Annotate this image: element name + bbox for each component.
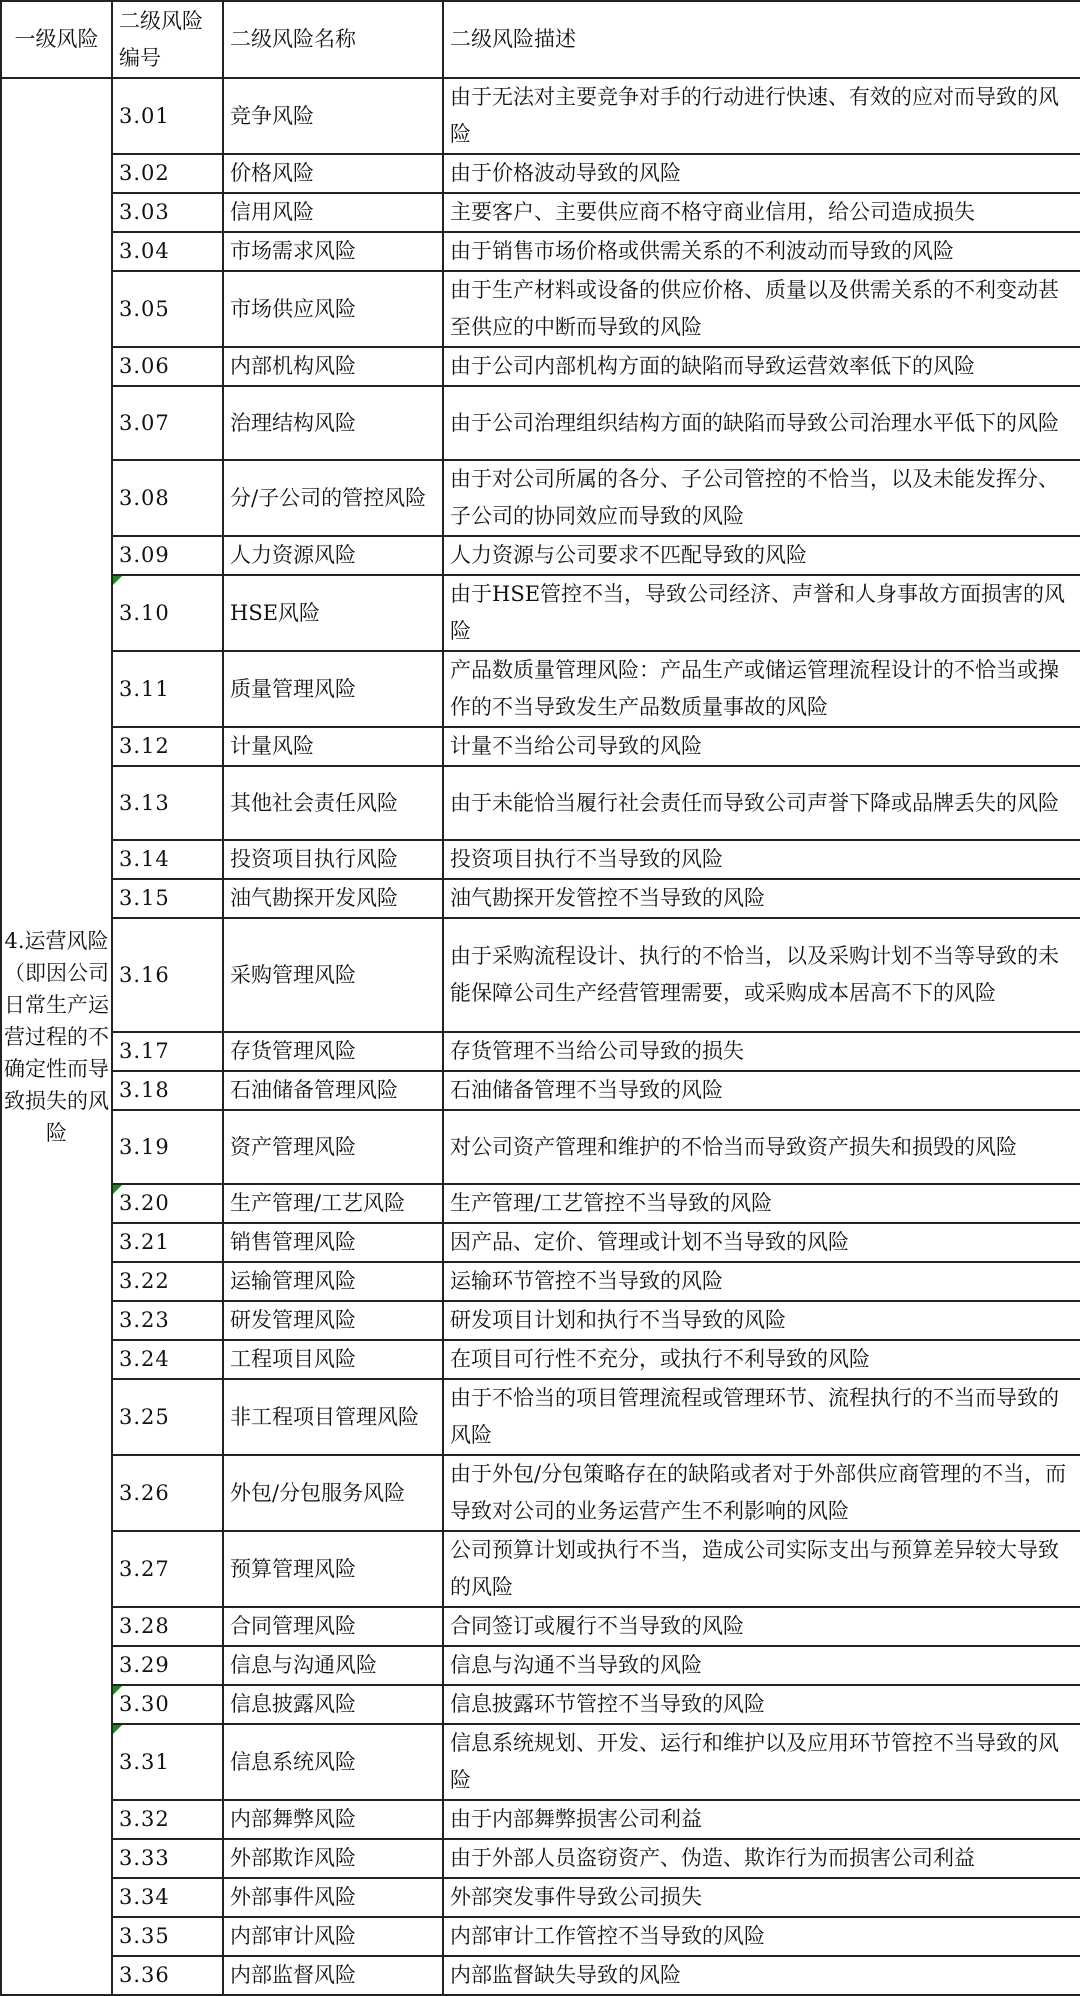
risk-desc-cell: 由于外包/分包策略存在的缺陷或者对于外部供应商管理的不当，而导致对公司的业务运营产生不利影响的风险	[443, 1455, 1080, 1531]
risk-name-cell: 治理结构风险	[223, 386, 443, 460]
risk-code: 3.30	[119, 1692, 170, 1716]
risk-code-cell	[112, 1685, 223, 1724]
risk-code: 3.33	[119, 1846, 170, 1870]
risk-code-cell	[112, 1839, 223, 1878]
risk-desc-cell: 外部突发事件导致公司损失	[443, 1878, 1080, 1917]
table-row	[1, 1262, 1080, 1301]
risk-code-cell	[112, 575, 223, 651]
risk-code-cell	[112, 1800, 223, 1839]
risk-code: 3.13	[119, 790, 170, 815]
table-row	[1, 1531, 1080, 1607]
table-row	[1, 347, 1080, 386]
risk-name-cell: 信用风险	[223, 193, 443, 232]
risk-code-cell	[112, 918, 223, 1032]
table-row	[1, 1184, 1080, 1223]
risk-desc-cell: 石油储备管理不当导致的风险	[443, 1071, 1080, 1110]
risk-desc-cell: 人力资源与公司要求不匹配导致的风险	[443, 536, 1080, 575]
risk-name-cell: 人力资源风险	[223, 536, 443, 575]
risk-code-cell	[112, 727, 223, 766]
risk-code-cell	[112, 154, 223, 193]
table-row	[1, 1839, 1080, 1878]
risk-desc-cell: 由于生产材料或设备的供应价格、质量以及供需关系的不利变动甚至供应的中断而导致的风险	[443, 271, 1080, 347]
risk-name-cell: 信息与沟通风险	[223, 1646, 443, 1685]
risk-code: 3.05	[119, 296, 170, 321]
risk-code: 3.24	[119, 1347, 170, 1371]
risk-name-cell: 研发管理风险	[223, 1301, 443, 1340]
table-row	[1, 727, 1080, 766]
risk-code: 3.07	[119, 410, 170, 435]
risk-code-cell	[112, 386, 223, 460]
risk-desc-cell: 由于公司治理组织结构方面的缺陷而导致公司治理水平低下的风险	[443, 386, 1080, 460]
table-row	[1, 1223, 1080, 1262]
risk-code: 3.35	[119, 1924, 170, 1948]
risk-code: 3.11	[119, 676, 170, 701]
risk-code-cell	[112, 1607, 223, 1646]
risk-code-cell	[112, 1301, 223, 1340]
risk-code: 3.17	[119, 1039, 170, 1063]
risk-desc-cell: 计量不当给公司导致的风险	[443, 727, 1080, 766]
risk-code: 3.22	[119, 1269, 170, 1293]
risk-name-cell: 投资项目执行风险	[223, 840, 443, 879]
table-row	[1, 918, 1080, 1032]
risk-code-cell	[112, 1032, 223, 1071]
risk-desc-cell: 由于无法对主要竞争对手的行动进行快速、有效的应对而导致的风险	[443, 78, 1080, 154]
risk-code: 3.29	[119, 1653, 170, 1677]
risk-desc-cell: 由于销售市场价格或供需关系的不利波动而导致的风险	[443, 232, 1080, 271]
table-row	[1, 1340, 1080, 1379]
table-row	[1, 1607, 1080, 1646]
table-row	[1, 1724, 1080, 1800]
risk-name-cell: 质量管理风险	[223, 651, 443, 727]
risk-desc-cell: 由于公司内部机构方面的缺陷而导致运营效率低下的风险	[443, 347, 1080, 386]
header-code: 二级风险编号	[112, 1, 223, 78]
risk-name-cell: 工程项目风险	[223, 1340, 443, 1379]
risk-name-cell: 生产管理/工艺风险	[223, 1184, 443, 1223]
risk-desc-cell: 由于对公司所属的各分、子公司管控的不恰当，以及未能发挥分、子公司的协同效应而导致的风险	[443, 460, 1080, 536]
risk-name-cell: 外部事件风险	[223, 1878, 443, 1917]
table-row	[1, 1032, 1080, 1071]
risk-desc-cell: 运输环节管控不当导致的风险	[443, 1262, 1080, 1301]
risk-code-cell	[112, 78, 223, 154]
table-row	[1, 1878, 1080, 1917]
table-row	[1, 575, 1080, 651]
risk-code: 3.36	[119, 1963, 170, 1987]
risk-code: 3.21	[119, 1230, 170, 1254]
risk-code: 3.10	[119, 600, 170, 625]
risk-code-cell	[112, 1262, 223, 1301]
risk-code: 3.06	[119, 354, 170, 378]
table-row	[1, 651, 1080, 727]
risk-desc-cell: 信息与沟通不当导致的风险	[443, 1646, 1080, 1685]
header-row	[1, 1, 1080, 78]
risk-desc-cell: 信息系统规划、开发、运行和维护以及应用环节管控不当导致的风险	[443, 1724, 1080, 1800]
table-row	[1, 1071, 1080, 1110]
risk-name-cell: 其他社会责任风险	[223, 766, 443, 840]
risk-code: 3.18	[119, 1078, 170, 1102]
risk-name-cell: 非工程项目管理风险	[223, 1379, 443, 1455]
risk-code-cell	[112, 1110, 223, 1184]
risk-code: 3.03	[119, 200, 170, 224]
risk-desc-cell: 生产管理/工艺管控不当导致的风险	[443, 1184, 1080, 1223]
risk-table-body	[1, 78, 1080, 1995]
risk-code: 3.08	[119, 485, 170, 510]
risk-desc-cell: 由于采购流程设计、执行的不恰当，以及采购计划不当等导致的未能保障公司生产经营管理需要，或采购成本居高不下的风险	[443, 918, 1080, 1032]
risk-code-cell	[112, 536, 223, 575]
risk-code: 3.34	[119, 1885, 170, 1909]
risk-code-cell	[112, 651, 223, 727]
risk-name-cell: 存货管理风险	[223, 1032, 443, 1071]
risk-name-cell: 资产管理风险	[223, 1110, 443, 1184]
risk-desc-cell: 研发项目计划和执行不当导致的风险	[443, 1301, 1080, 1340]
risk-code-cell	[112, 193, 223, 232]
risk-code-cell	[112, 1071, 223, 1110]
risk-desc-cell: 内部监督缺失导致的风险	[443, 1956, 1080, 1995]
header-level1: 一级风险	[1, 1, 112, 78]
risk-desc-cell: 因产品、定价、管理或计划不当导致的风险	[443, 1223, 1080, 1262]
risk-code: 3.12	[119, 734, 170, 758]
risk-desc-cell: 由于内部舞弊损害公司利益	[443, 1800, 1080, 1839]
table-row	[1, 1379, 1080, 1455]
risk-name-cell: 计量风险	[223, 727, 443, 766]
table-row	[1, 840, 1080, 879]
comment-marker-icon	[113, 1686, 122, 1695]
risk-name-cell: 内部舞弊风险	[223, 1800, 443, 1839]
risk-code-cell	[112, 879, 223, 918]
risk-desc-cell: 由于不恰当的项目管理流程或管理环节、流程执行的不当而导致的风险	[443, 1379, 1080, 1455]
risk-code-cell	[112, 460, 223, 536]
risk-desc-cell: 由于HSE管控不当，导致公司经济、声誉和人身事故方面损害的风险	[443, 575, 1080, 651]
table-row	[1, 1110, 1080, 1184]
risk-name-cell: 分/子公司的管控风险	[223, 460, 443, 536]
risk-desc-cell: 存货管理不当给公司导致的损失	[443, 1032, 1080, 1071]
risk-name-cell: 市场需求风险	[223, 232, 443, 271]
table-row	[1, 1646, 1080, 1685]
risk-name-cell: HSE风险	[223, 575, 443, 651]
table-row	[1, 1455, 1080, 1531]
risk-name-cell: 价格风险	[223, 154, 443, 193]
table-row	[1, 766, 1080, 840]
risk-desc-cell: 合同签订或履行不当导致的风险	[443, 1607, 1080, 1646]
table-row	[1, 460, 1080, 536]
risk-desc-cell: 由于未能恰当履行社会责任而导致公司声誉下降或品牌丢失的风险	[443, 766, 1080, 840]
risk-code: 3.26	[119, 1480, 170, 1505]
risk-code-cell	[112, 1223, 223, 1262]
risk-code: 3.09	[119, 543, 170, 567]
risk-code: 3.31	[119, 1749, 170, 1774]
risk-name-cell: 外部欺诈风险	[223, 1839, 443, 1878]
comment-marker-icon	[113, 1725, 122, 1734]
risk-code-cell	[112, 766, 223, 840]
risk-desc-cell: 投资项目执行不当导致的风险	[443, 840, 1080, 879]
risk-code: 3.14	[119, 847, 170, 871]
risk-code: 3.28	[119, 1614, 170, 1638]
risk-name-cell: 采购管理风险	[223, 918, 443, 1032]
risk-desc-cell: 由于价格波动导致的风险	[443, 154, 1080, 193]
risk-code-cell	[112, 1724, 223, 1800]
risk-name-cell: 信息系统风险	[223, 1724, 443, 1800]
table-row	[1, 1800, 1080, 1839]
risk-desc-cell: 主要客户、主要供应商不格守商业信用，给公司造成损失	[443, 193, 1080, 232]
risk-code: 3.32	[119, 1807, 170, 1831]
table-row	[1, 1301, 1080, 1340]
table-row	[1, 386, 1080, 460]
risk-code: 3.01	[119, 103, 170, 128]
risk-desc-cell: 内部审计工作管控不当导致的风险	[443, 1917, 1080, 1956]
risk-code-cell	[112, 1646, 223, 1685]
risk-code-cell	[112, 347, 223, 386]
risk-code-cell	[112, 840, 223, 879]
risk-code-cell	[112, 1956, 223, 1995]
risk-name-cell: 信息披露风险	[223, 1685, 443, 1724]
comment-marker-icon	[113, 1185, 122, 1194]
header-name: 二级风险名称	[223, 1, 443, 78]
risk-desc-cell: 油气勘探开发管控不当导致的风险	[443, 879, 1080, 918]
risk-name-cell: 内部监督风险	[223, 1956, 443, 1995]
risk-code: 3.23	[119, 1308, 170, 1332]
table-row	[1, 232, 1080, 271]
risk-name-cell: 竞争风险	[223, 78, 443, 154]
risk-code: 3.27	[119, 1556, 170, 1581]
risk-code-cell	[112, 1531, 223, 1607]
risk-code: 3.15	[119, 886, 170, 910]
table-row	[1, 1917, 1080, 1956]
risk-name-cell: 运输管理风险	[223, 1262, 443, 1301]
level1-risk-cell: 4.运营风险（即因公司日常生产运营过程的不确定性而导致损失的风险	[1, 78, 112, 1995]
risk-code: 3.04	[119, 239, 170, 263]
risk-code: 3.02	[119, 161, 170, 185]
risk-name-cell: 内部机构风险	[223, 347, 443, 386]
risk-name-cell: 油气勘探开发风险	[223, 879, 443, 918]
risk-code-cell	[112, 271, 223, 347]
risk-code-cell	[112, 232, 223, 271]
risk-code: 3.19	[119, 1134, 170, 1159]
risk-name-cell: 石油储备管理风险	[223, 1071, 443, 1110]
risk-code-cell	[112, 1379, 223, 1455]
risk-name-cell: 合同管理风险	[223, 1607, 443, 1646]
risk-code-cell	[112, 1917, 223, 1956]
risk-desc-cell: 对公司资产管理和维护的不恰当而导致资产损失和损毁的风险	[443, 1110, 1080, 1184]
risk-name-cell: 内部审计风险	[223, 1917, 443, 1956]
risk-name-cell: 外包/分包服务风险	[223, 1455, 443, 1531]
risk-code: 3.20	[119, 1191, 170, 1215]
risk-name-cell: 市场供应风险	[223, 271, 443, 347]
table-row	[1, 193, 1080, 232]
risk-code-cell	[112, 1340, 223, 1379]
table-row	[1, 1956, 1080, 1995]
comment-marker-icon	[113, 576, 122, 585]
table-row	[1, 271, 1080, 347]
risk-desc-cell: 公司预算计划或执行不当，造成公司实际支出与预算差异较大导致的风险	[443, 1531, 1080, 1607]
risk-name-cell: 预算管理风险	[223, 1531, 443, 1607]
risk-desc-cell: 信息披露环节管控不当导致的风险	[443, 1685, 1080, 1724]
risk-desc-cell: 产品数质量管理风险：产品生产或储运管理流程设计的不恰当或操作的不当导致发生产品数质量事故的风险	[443, 651, 1080, 727]
risk-code-cell	[112, 1455, 223, 1531]
table-row	[1, 1685, 1080, 1724]
header-desc: 二级风险描述	[443, 1, 1080, 78]
table-row	[1, 879, 1080, 918]
risk-desc-cell: 在项目可行性不充分，或执行不利导致的风险	[443, 1340, 1080, 1379]
table-row	[1, 78, 1080, 154]
risk-code-cell	[112, 1184, 223, 1223]
risk-code-cell	[112, 1878, 223, 1917]
risk-code: 3.16	[119, 962, 170, 987]
risk-name-cell: 销售管理风险	[223, 1223, 443, 1262]
table-row	[1, 536, 1080, 575]
table-row	[1, 154, 1080, 193]
risk-desc-cell: 由于外部人员盗窃资产、伪造、欺诈行为而损害公司利益	[443, 1839, 1080, 1878]
risk-code: 3.25	[119, 1404, 170, 1429]
